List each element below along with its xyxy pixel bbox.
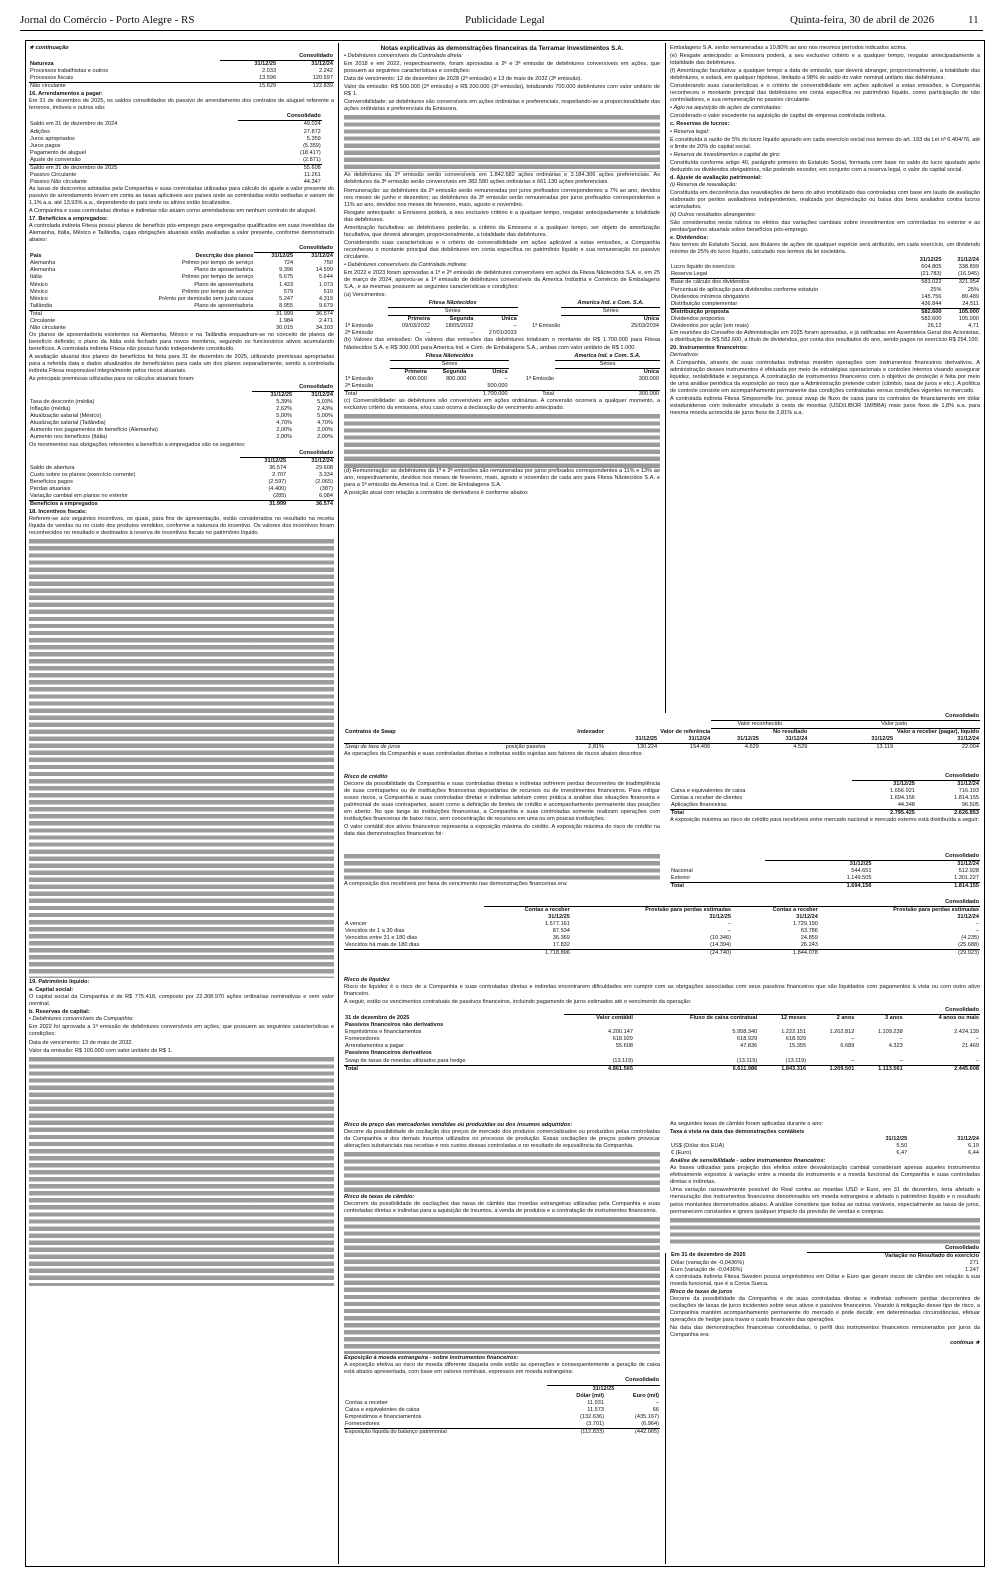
table-row: US$ (Dólar dos EUA) 5,50 6,19 bbox=[671, 1143, 979, 1150]
subsection-title: Risco de liquidez bbox=[344, 977, 390, 983]
liquidity-table: Consolidado 31 de dezembro de 2025 Valor contábil Fluxo de caixa contratual 12 meses 2 anos 3 anos 4 anos ou mais Passivos financeiros não derivativos Empréstimos e financiamentos 4.200.147 5.958.340 1.222.151 1.202.812 1.109.238 2.424.139 Fornecedores 618.929 618.929 618.929 – – – Arrendamentos a pagar 55.608 47.836 15.355 6.689 4.323 21.469 Passivos financeiros derivativos Swap de taxas de moedas utilizados para hedge (13.119) (13.119) (13.119) – – – Total 4.861.565 6.611.986 1.843.316 1.209.501 1.113.561 2.445.608 bbox=[345, 1007, 979, 1072]
subsection-title: d. Ajuste de avaliação patrimonial: bbox=[670, 174, 762, 181]
column-divider-2 bbox=[665, 43, 666, 713]
paragraph: Referem-se aos seguintes incentivos, os quais, para fins de apresentação, estão considerados no resultado na receita líquida de vendas ou no custo dos produtos vendidos, conforme a natureza do incentivo. Os valores dos incentivos foram reconhecidos no resultado e destinados à reserva de incentivos fiscais no patrimônio líquido. bbox=[29, 516, 334, 537]
paragraph: Data de vencimento: 12 de dezembro de 2028 (2ª emissão) e 13 de maio de 2032 (3ª emissão). bbox=[344, 76, 582, 83]
paragraph: As operações da Companhia e suas controladas diretas e indiretas estão sujeitas aos fatores de riscos abaixo descritos: bbox=[344, 751, 643, 758]
paragraph: Valor da emissão: R$ 100.000 com valor unitário de R$ 1. bbox=[29, 1047, 173, 1054]
subsection-title: Risco de crédito bbox=[344, 774, 388, 780]
receivables-table: Consolidado Contas a receber Provisão para perdas estimadas Contas a receber Provisão para perdas estimadas 31/12/25 31/12/25 31/12/24 31/12/24 A vencer 1.577.161 – 1.729.190 – Vencidos de 1 a 30 dias 87.534 – 63.786 – Vencidos entre 31 e 180 dias 36.369 (10.346) 24.859 (4.235) Vencidos há mais de 180 dias 17.832 (14.394) 26.243 (25.688) 1.718.896 (24.740) 1.844.078 (29.923) bbox=[345, 899, 979, 957]
paragraph: São considerados nesta rubrica os efeitos das variações cambiais sobre investimentos em controladas no exterior e as perdas/ganhos atuariais sobre benefícios pós-emprego. bbox=[670, 220, 980, 234]
table-row: Caixa e equivalentes de caixa 11.573 66 bbox=[345, 1406, 659, 1413]
section-17-title: 17. Benefícios a empregados: bbox=[29, 216, 108, 223]
vencimentos-table: Fitesa Nãotecidos America Ind. e Com. S.A. Séries Séries Primeira Segunda Única Única 1ª Emissão 09/03/2032 18/05/2032 – 1ª Emissão 25/03/2034 2ª Emissão – – 27/01/2033 bbox=[345, 300, 659, 337]
paragraph: As bases utilizadas para projeção dos efeitos sobre desvalorização cambial consideram apenas aqueles instrumentos efetivamente expostos à variação entre a moeda do instrumento e a moeda funcional da Companhia e suas controladas diretas e indiretas. bbox=[670, 1165, 980, 1186]
arrendamentos-table: Consolidado Saldo em 31 de dezembro de 2024 49.024 Adições 27.872 Juros apropriados 5.359 Juros pagos (5.359) Pagamento de aluguel (18.417) Ajuste de conversão (2.871) Saldo em 31 de dezembro de 2025 55.608 Passivo Circulante 11.261 Passivo Não circulante 44.347 bbox=[30, 113, 321, 185]
table-row: Lucro líquido do exercício 604.805 338.899 bbox=[671, 264, 979, 271]
table-row: Custo sobre os planos (exercício corrente) 2.707 3.334 bbox=[30, 471, 333, 478]
paragraph: (b) Valores das emissões: Os valores das emissões das debêntures totalizam o montante de R$ 1.700.000 para Fitesa Nãotecidos S.A. e R$ 300.000 para America Ind. e Com. de Embalagens S.A., ambas com valor unitário de R$ 1.000. bbox=[344, 337, 660, 351]
table-row: Aumento nos benefícios (Itália) 2,00% 2,00% bbox=[30, 434, 333, 441]
swap-section bbox=[344, 713, 980, 771]
paragraph: Embalagens S.A. serão remuneradas a 10,80% ao ano nos mesmos períodos indicados acima. bbox=[670, 45, 907, 51]
premissas-table: Consolidado 31/12/25 31/12/24 Taxa de desconto (média) 5,39% 5,03% Inflação (média) 2,62% 2,43% Atualização salarial (México) 5,00% 5,00% Atualização salarial (Tailândia) 4,70% 4,70% Aumento nos pagamentos de benefício (Alemanha) 2,00% 2,00% Aumento nos benefícios (Itália) 2,00% 2,00% bbox=[30, 384, 333, 441]
body-text-block bbox=[29, 1056, 334, 1286]
paragraph: Em 2018 e em 2022, respectivamente, foram aprovadas a 2ª e 3ª emissão de debêntures conversíveis em ações, que possuem as seguintes características e condições: bbox=[344, 61, 660, 75]
table-row: Exterior 1.149.505 1.301.227 bbox=[671, 875, 979, 882]
credit-region-section bbox=[344, 853, 980, 898]
table-row: Total 1.694.156 1.814.155 bbox=[671, 883, 979, 890]
credit-region-table: Consolidado 31/12/25 31/12/24 Nacional 544.651 512.928 Exterior 1.149.505 1.301.227 Total 1.694.156 1.814.155 bbox=[671, 853, 979, 890]
paragraph: Conversibilidade: as debêntures são conversíveis em ações ordinárias e preferenciais, respeitando-se a proporcionalidade das ações ordinárias e preferenciais da Emissora. bbox=[344, 99, 660, 113]
paragraph: (f) Amortização facultativa: a qualquer tempo a data de emissão, que deverá abranger, proporcionalmente, a totalidade das debêntures, e estará, em qualquer hipótese, limitado a 98% do saldo do valor nominal unitário das debêntures. bbox=[670, 68, 980, 82]
continues-marker: continua ★ bbox=[950, 1340, 980, 1347]
paragraph: Decorre da possibilidade da Companhia e de suas controladas diretas e indiretas sofrerem perdas decorrentes de oscilações de taxas de juros incidentes sobre seus ativos e passivos financeiros. Visando à mitigação desse tipo de risco, a Companhia mantém acompanhamento permanente do mercado e pode decidir, em determinadas circunstâncias, efetuar operações de hedge para travar o custo financeiro das operações. bbox=[670, 1295, 980, 1324]
paragraph: A Companhia e suas controladas diretas e indiretas não atuam como arrendadoras em nenhum contrato de aluguel. bbox=[29, 208, 317, 215]
column-1 bbox=[29, 45, 334, 1562]
credit-risk-section bbox=[344, 773, 980, 853]
paragraph: Valor da emissão: R$ 500.000 (2ª emissão) e R$ 200.000 (3ª emissão), totalizando 700.000 debêntures com valor unitário de R$ 1. bbox=[344, 84, 660, 98]
table-row: Dividendos propostos 582.600 105.000 bbox=[671, 315, 979, 322]
table-row: Adições 27.872 bbox=[30, 128, 321, 135]
table-row: Vencidos de 1 a 30 dias 87.534 – 63.786 – bbox=[345, 928, 979, 935]
paragraph: Os planos de aposentadoria existentes na Alemanha, México e na Tailândia enquadram-se no conceito de planos de benefício definido; o plano da Itália está fechado para novos membros, seguindo os funcionários ativos acumulando benefícios. A controlada indireta Fitesa não possui fundo independente constituído. bbox=[29, 331, 334, 352]
subsection-title: • Ágio na aquisição de ações de controladas: bbox=[670, 105, 782, 112]
issue-date: Quinta-feira, 30 de abril de 2026 bbox=[790, 14, 935, 26]
table-row: Vencidos entre 31 e 180 dias 36.369 (10.346) 24.859 (4.235) bbox=[345, 935, 979, 942]
subsection-title: Exposição à moeda estrangeira - sobre instrumentos financeiros: bbox=[344, 1355, 519, 1362]
body-text-block bbox=[344, 1216, 660, 1354]
table-row: Processos trabalhistas e outros 2.033 2.242 bbox=[30, 68, 333, 75]
table-row: Taxa de desconto (média) 5,39% 5,03% bbox=[30, 399, 333, 406]
paragraph: A exposição efetiva ao risco de moeda diferente daquela onde estão as operações e consequentemente a geração de caixa está abaixo apresentada, com base em valores nominais, expressos em moeda estrangeira: bbox=[344, 1362, 660, 1376]
paragraph: (d) Remuneração: as debêntures da 1ª e 2ª emissões são remuneradas por juros prefixados correspondentes a 11% e 13% ao ano, respectivamente, devidos nos meses de fevereiro, maio, agosto e novembro de cada ano para Fitesa Nãotecidos S.A. e para a 1ª emissão da America Ind. e Com. de Embalagens S.A. bbox=[344, 467, 660, 489]
column-3 bbox=[670, 45, 980, 710]
table-row: Passivo Não circulante 44.347 bbox=[30, 178, 321, 185]
paragraph: Constituída em decorrência das reavaliações de bens do ativo imobilizado das controladas com base em laudo de avaliação elaborado por peritos avaliadores independentes, realizada por depreciação ou baixa dos bens avaliados contra lucros acumulados. bbox=[670, 189, 980, 210]
table-row: Perdas atuariais (4.400) (387) bbox=[30, 485, 333, 492]
subsection-title: • Debêntures conversíveis da Companhia: bbox=[29, 1016, 134, 1023]
section-20-title: 20. Instrumentos financeiros: bbox=[670, 344, 749, 351]
paragraph: (c) Conversibilidade: as debêntures são conversíveis em ações ordinárias. A conversão ocorrerá a qualquer momento, a exclusivo critério da emissora, e/ou caso ocorra a declaração de vencimento antecipado. bbox=[344, 397, 660, 411]
valores-table: Fitesa Nãotecidos America Ind. e Com. S.A. Séries Séries Primeira Segunda Única Única 1ª Emissão 400.000 800.000 – 1ª Emissão 300.000 2ª Emissão 500.000 Total 1.700.000 Total 300.000 bbox=[345, 352, 659, 397]
section-19-title: 19. Patrimônio líquido: bbox=[29, 979, 90, 986]
subsection-title: Derivativos: bbox=[670, 351, 700, 358]
notes-title: Notas explicativas às demonstrações financeiras da Terramar Investimentos S.A. bbox=[380, 45, 624, 52]
paragraph: Considerado o valor excedente na aquisição de capital de empresa controlada indireta. bbox=[670, 113, 887, 120]
paragraph: A seguir, estão os vencimentos contratuais de passivos financeiros, incluindo pagamento de juros estimados até o vencimento da operação: bbox=[344, 999, 692, 1006]
table-row: Tailândia Plano de aposentadoria 8.955 9.679 bbox=[30, 302, 333, 309]
table-row: Dividendos mínimos obrigatório 145.756 80.489 bbox=[671, 293, 979, 300]
section-18-title: 18. Incentivos fiscais: bbox=[29, 508, 87, 515]
paragraph: A exposição máxima ao risco de crédito para recebíveis entre mercado nacional e mercado externo está distribuída a seguir: bbox=[670, 817, 980, 824]
paragraph: A controlada indireta Fitesa possui planos de benefício pós-emprego para empregados qualificados em suas investidas da Alemanha, Itália, México e Tailândia, cujas obrigações atuariais estão avaliadas a valor presente, conforme demonstrado abaixo: bbox=[29, 223, 334, 244]
section-16-title: 16. Arrendamentos a pagar: bbox=[29, 91, 103, 98]
paragraph: Na data das demonstrações financeiras consolidadas, o perfil dos instrumentos financeiros remunerados por juros da Companhia era: bbox=[670, 1325, 980, 1339]
paragraph: As principais premissas utilizadas para os cálculos atuariais foram: bbox=[29, 376, 195, 383]
table-row: Reserva Legal (21.783) (16.945) bbox=[671, 271, 979, 278]
dividendos-table: 31/12/25 31/12/24 Lucro líquido do exercício 604.805 338.899 Reserva Legal (21.783) (16.945) Base de cálculo dos dividendos 583.022 321.954 Percentual de aplicação para dividendos conforme estatuto 25% 25% Dividendos mínimos obrigatório 145.756 80.489 Distribuição complementar 436.844 24.511 Distribuição proposta 582.600 105.000 Dividendos propostos 582.600 105.000 Dividendos por ação (em reais) 26,12 4,71 bbox=[671, 257, 979, 329]
table-row: Total 31.999 36.574 bbox=[30, 310, 333, 317]
table-row: Empréstimos e financiamentos 4.200.147 5.958.340 1.222.151 1.202.812 1.109.238 2.424.139 bbox=[345, 1029, 979, 1036]
paragraph: Os movimentos nas obrigações referentes a benefício a empregados são os seguintes: bbox=[29, 441, 246, 448]
paragraph: Decorre da possibilidade de oscilação dos preços de mercado dos produtos comercializados ou produzidos pelas controladas da Companhia e dos demais insumos utilizados no processo de produção. Essas oscilações de preços podem provocar alterações substanciais nas receitas e nos custos dessas controladas e no resultado de equivalência da Companhia. bbox=[344, 1129, 660, 1150]
table-row: Alemanha Plano de aposentadoria 9.396 14.599 bbox=[30, 267, 333, 274]
subsection-title: Risco de taxas de juros bbox=[670, 1288, 733, 1295]
natureza-table: Consolidado Natureza 31/12/25 31/12/24 Processos trabalhistas e outros 2.033 2.242 Processos fiscais 13.596 120.597 Não circulante 15.629 122.839 bbox=[30, 53, 333, 90]
sensitivity-table: Consolidado Em 31 de dezembro de 2025 Variação no Resultado do exercício Dólar (variação de -0,0436%) 271 Euro (variação de -0,0436%) 1.247 bbox=[671, 1244, 979, 1273]
table-row: Benefícios a empregados 31.999 36.574 bbox=[30, 500, 333, 507]
paragraph: A Companhia, através de suas controladas indiretas mantêm operações com instrumentos financeiros derivativos. A administração desses instrumentos é efetuada por meio de estratégias operacionais e controles internos visando assegurar liquidez, rentabilidade e segurança. A contratação de instrumentos financeiros com o objetivo de proteção é feita por meio de uma análise periódica da exposição ao risco que a Administração pretende cobrir (câmbio, taxa de juros e etc.). A política de controle consiste em acompanhamento permanente das condições contratadas versus condições vigentes no mercado. bbox=[670, 359, 980, 395]
table-row: Processos fiscais 13.596 120.597 bbox=[30, 75, 333, 82]
table-row: México Prêmio por demissão sem justa causa 5.247 4.319 bbox=[30, 295, 333, 302]
table-row: Total 4.861.565 6.611.986 1.843.316 1.209.501 1.113.561 2.445.608 bbox=[345, 1065, 979, 1072]
column-divider-1 bbox=[338, 43, 339, 1564]
paragraph: Risco de liquidez é o risco de a Companhia e suas controladas diretas e indiretas encontrarem dificuldades em cumprir com as obrigações associadas com seus passivos financeiros que são liquidados com pagamentos à vista ou com outro ativo financeiro. bbox=[344, 984, 980, 998]
subsection-title: Taxa à vista na data das demonstrações contábeis bbox=[670, 1129, 805, 1136]
table-row: México Prêmio por tempo de serviço 579 510 bbox=[30, 288, 333, 295]
table-row: Swap de taxas de moedas utilizados para hedge (13.119) (13.119) (13.119) – – – bbox=[345, 1057, 979, 1064]
paragraph: Em reuniões do Conselho de Administração em 2025 foram aprovadas, e já ratificadas em Assembleia Geral dos Acionistas, a distribuição de R$ 582.600, a título de dividendos, por conta dos resultados do ano, sendo pagos no exercício R$ 254.100. bbox=[670, 329, 980, 343]
table-row: Não circulante 15.629 122.839 bbox=[30, 83, 333, 90]
paragraph: Uma variação razoavelmente possível do Real contra as moedas USD e Euro, em 31 de dezembro, teria afetado a mensuração dos instrumentos financeiros denominados em moeda estrangeira e afetado o patrimônio líquido e o resultado pelos montantes demonstrados abaixo. A análise considera que todas as outras variáveis, especialmente as taxas de juros, permanecem constantes e ignora qualquer impacto da previsão de vendas e compras. bbox=[670, 1187, 980, 1215]
paragraph: (a) Vencimentos: bbox=[344, 292, 386, 299]
paragraph: Decorre da possibilidade da Companhia e suas controladas diretas e indiretas sofrerem perdas decorrentes de inadimplência de suas contrapartes ou de instituições financeiras depositárias de recursos ou de investimentos financeiros. Para mitigar esses riscos, a Companhia e suas controladas diretas e indiretas adotam como prática a análise das situações financeira e patrimonial de suas contrapartes, assim como a definição de limites de crédito e acompanhamento permanente das posições em aberto. No que tange às instituições financeiras, a Companhia e suas controladas somente realizam operações com instituições financeiras de baixo risco, sem concentração de recursos em uma ou em poucas instituições. bbox=[344, 781, 660, 823]
table-row: Caixa e equivalentes de caixa 1.656.921 716.193 bbox=[671, 788, 979, 795]
paragraph: O capital social da Companhia é de R$ 775.418, composto por 22.308.970 ações ordinárias nominativas e sem valor nominal. bbox=[29, 994, 334, 1008]
table-row: Exposição líquida do balanço patrimonial (112.833) (442.065) bbox=[345, 1428, 659, 1435]
table-row: Percentual de aplicação para dividendos conforme estatuto 25% 25% bbox=[671, 286, 979, 293]
table-row: Empréstimos e financiamentos (132.636) (435.167) bbox=[345, 1413, 659, 1420]
table-row: Variação cambial em planos no exterior (285) 6.084 bbox=[30, 492, 333, 499]
table-row: 1ª Emissão 09/03/2032 18/05/2032 – 1ª Emissão 25/03/2034 bbox=[345, 323, 659, 330]
table-row: Base de cálculo dos dividendos 583.022 321.954 bbox=[671, 279, 979, 286]
table-row: Pagamento de aluguel (18.417) bbox=[30, 149, 321, 156]
subsection-title: (ii) Outros resultados abrangentes: bbox=[670, 212, 757, 219]
table-row: 1.718.896 (24.740) 1.844.078 (29.923) bbox=[344, 950, 980, 958]
paragraph: É constituída à razão de 5% do lucro líquido apurado em cada exercício social nos termos do art. 193 da Lei nº 6.404/76, até o limite de 20% do capital social. bbox=[670, 136, 980, 150]
continuation-marker: ★ continuação bbox=[29, 45, 69, 51]
paragraph: O valor contábil dos ativos financeiros representa a exposição máxima do crédito. A exposição máxima do risco de crédito na data das demonstrações financeiras foi: bbox=[344, 824, 660, 838]
table-row: Inflação (média) 2,62% 2,43% bbox=[30, 406, 333, 413]
table-row: Fornecedores 618.929 618.929 618.929 – – – bbox=[345, 1036, 979, 1043]
table-row: Atualização salarial (México) 5,00% 5,00% bbox=[30, 413, 333, 420]
body-text-block bbox=[344, 114, 660, 172]
table-row: Não circulante 30.015 34.103 bbox=[30, 324, 333, 331]
paragraph: As debêntures da 2ª emissão serão conversíveis em 1.842.682 ações ordinárias e 3.184.306 ações preferenciais. As debêntures da 3ª emissão serão conversíveis em 382.580 ações ordinárias e 661.130 ações preferenciais. bbox=[344, 172, 660, 186]
fx-exposure-table: Consolidado 31/12/25 Dólar (mil) Euro (mil) Contas a receber 11.931 – Caixa e equivalentes de caixa 11.573 66 Empréstimos e financiamentos (132.636) (435.167) Fornecedores (3.701) (6.964) Exposição líquida do balanço patrimonial (112.833) (442.065) bbox=[345, 1377, 659, 1435]
table-row: Atualização salarial (Tailândia) 4,70% 4,70% bbox=[30, 420, 333, 427]
table-row: Ajuste de conversão (2.871) bbox=[30, 156, 321, 163]
subsection-title: Análise de sensibilidade - sobre instrumentos financeiros: bbox=[670, 1158, 826, 1165]
table-row: Dólar (variação de -0,0436%) 271 bbox=[671, 1259, 979, 1266]
subsection-title: a. Capital social: bbox=[29, 987, 74, 994]
publication-frame bbox=[25, 40, 985, 1567]
subsection-title: b. Reservas de capital: bbox=[29, 1009, 90, 1016]
body-text-block bbox=[29, 538, 334, 978]
body-text-block bbox=[344, 1151, 660, 1193]
table-row: Distribuição proposta 582.600 105.000 bbox=[671, 308, 979, 315]
body-text-block bbox=[344, 853, 660, 881]
column-2 bbox=[344, 45, 660, 710]
table-row: Nacional 544.651 512.928 bbox=[671, 868, 979, 875]
paragraph: Amortização facultativa: as debêntures poderão, a critério da Emissora e a qualquer tempo, ser objeto de amortização facultativa, que deverá abranger, proporcionalmente, a totalidade das debêntures. bbox=[344, 224, 660, 238]
body-text-block bbox=[344, 413, 660, 468]
table-row: Distribuição complementar 436.844 24.511 bbox=[671, 300, 979, 307]
table-row: Passivo Circulante 11.261 bbox=[30, 171, 321, 178]
paragraph: Decorrem da possibilidade de oscilações das taxas de câmbio das moedas estrangeiras utilizadas pela Companhia e suas controladas diretas e indiretas para a aquisição de insumos, a venda de produtos e a contratação de instrumentos financeiros. bbox=[344, 1201, 660, 1215]
subsection-title: • Debêntures conversíveis da Controlada direta: bbox=[344, 53, 463, 60]
body-text-block bbox=[670, 1217, 980, 1245]
movimentos-table: Consolidado 31/12/25 31/12/24 Saldo de abertura 36.574 29.608 Custo sobre os planos (exercício corrente) 2.707 3.334 Benefícios pagos (2.597) (2.065) Perdas atuariais (4.400) (387) Variação cambial em planos no exterior (285) 6.084 Benefícios a empregados 31.999 36.574 bbox=[30, 449, 333, 507]
table-row: Alemanha Prêmio por tempo de serviço 724 750 bbox=[30, 260, 333, 267]
paragraph: As taxas de descontos adotadas pela Companhia e suas controladas utilizadas para cálculo do ajuste a valor presente do passivo de arrendamento levam em conta as taxas aplicáveis aos países onde as controladas estão sediadas e variam de 1,1% a.a. até 13,93% a.a., dependendo do país onde os ativos estão localizados. bbox=[29, 185, 334, 206]
page-number: 11 bbox=[968, 14, 979, 26]
paragraph: Data de vencimento: 13 de maio de 2032. bbox=[29, 1039, 133, 1046]
table-row: A vencer 1.577.161 – 1.729.190 – bbox=[345, 921, 979, 928]
table-row: Contas a receber 11.931 – bbox=[345, 1399, 659, 1406]
table-row: Juros pagos (5.359) bbox=[30, 142, 321, 149]
page-header bbox=[20, 0, 983, 31]
subsection-title: • Reserva legal: bbox=[670, 128, 710, 135]
subsection-title: • Reserva de investimentos e capital de giro: bbox=[670, 151, 781, 158]
liquidity-section bbox=[344, 976, 980, 1076]
table-row: Total 1.700.000 Total 300.000 bbox=[345, 390, 659, 397]
table-row: Euro (variação de -0,0436%) 1.247 bbox=[671, 1266, 979, 1273]
paragraph: Nos termos do Estatuto Social, aos titulares de ações de qualquer espécie será atribuído, em cada exercício, um dividendo mínimo de 25% do lucro líquido, calculado nos termos da lei societária. bbox=[670, 242, 980, 256]
paragraph: A composição dos recebíveis por faixa de vencimento nas demonstrações financeiras era: bbox=[344, 881, 568, 887]
paragraph: Em 2022 foi aprovada a 1ª emissão de debêntures conversíveis em ações, que possuem as seguintes características e condições: bbox=[29, 1024, 334, 1038]
table-row: Itália Prêmio por tempo de serviço 5.675 5.644 bbox=[30, 274, 333, 281]
table-row: Aumento nos pagamentos de benefício (Alemanha) 2,00% 2,00% bbox=[30, 427, 333, 434]
subsection-title: e. Dividendos: bbox=[670, 235, 709, 242]
subsection-title: c. Reservas de lucros: bbox=[670, 121, 730, 128]
table-row: Saldo de abertura 36.574 29.608 bbox=[30, 464, 333, 471]
table-row: Saldo em 31 de dezembro de 2025 55.608 bbox=[30, 164, 321, 171]
table-row: Vencidos há mais de 180 dias 17.832 (14.394) 26.243 (25.688) bbox=[345, 942, 979, 949]
table-row: Saldo em 31 de dezembro de 2024 49.024 bbox=[30, 121, 321, 128]
table-row: 2ª Emissão – – 27/01/2033 bbox=[345, 330, 517, 337]
paragraph: Em 2022 e 2023 foram aprovadas a 1ª e 2ª emissão de debêntures conversíveis em ações da Fitesa Nãotecidos S.A. e, em 25 de março de 2024, aprovou-se a 1ª emissão de debêntures conversíveis da America Indústria e Comércio de Embalagens S.A., e as mesmas possuem as seguintes características e condições: bbox=[344, 270, 660, 291]
paragraph: Em 31 de dezembro de 2025, os saldos consolidados do passivo de arrendamento dos contratos de aluguel referente a terrenos, imóveis e outros são: bbox=[29, 98, 334, 112]
paragraph: A posição atual com relação a contratos de derivativos é conforme abaixo: bbox=[344, 490, 529, 497]
table-row: 2ª Emissão 500.000 bbox=[345, 382, 508, 389]
paragraph: As seguintes taxas de câmbio foram aplicadas durante o ano: bbox=[670, 1121, 823, 1127]
paragraph: (e) Resgate antecipado: a Emissora poderá, a seu exclusivo critério e a qualquer tempo, resgatar antecipadamente a totalidade das debêntures. bbox=[670, 53, 980, 67]
table-row: € (Euro) 6,47 6,44 bbox=[671, 1150, 979, 1157]
table-row: Arrendamentos a pagar 55.608 47.836 15.355 6.689 4.323 21.469 bbox=[345, 1043, 979, 1050]
table-row: Swap de taxa de juros posição passiva 2,81% 130.224 154.406 4.629 4.529 13.119 22.004 bbox=[345, 744, 979, 751]
paragraph: Remuneração: as debêntures da 2ª emissão serão remuneradas por juros prefixados correspondentes a 7% ao ano, devidos nos meses de junho e dezembro; as debêntures da 3ª emissão serão remuneradas por juros prefixados correspondentes a 11% ao ano, devidos nos meses de fevereiro, maio, agosto e novembro. bbox=[344, 187, 660, 208]
subsection-title: (i) Reserva de reavaliação: bbox=[670, 181, 737, 188]
column-divider-3 bbox=[665, 1253, 666, 1564]
column-3-lower bbox=[670, 1121, 980, 1562]
table-row: Benefícios pagos (2.597) (2.065) bbox=[30, 478, 333, 485]
credit-exposure-table: Consolidado 31/12/25 31/12/24 Caixa e equivalentes de caixa 1.656.921 716.193 Contas a receber de clientes 1.694.156 1.814.155 Aplicações financeiras 44.348 96.505 Total 2.795.425 2.626.853 bbox=[671, 773, 979, 817]
table-row: Dividendos por ação (em reais) 26,12 4,71 bbox=[671, 322, 979, 329]
paragraph: Considerando suas características e o critério de conversibilidade em ações aplicável a estas emissões, a Companhia reconheceu o montante principal das debêntures em conta específica no patrimônio líquido e sua remuneração no passivo circulante. bbox=[344, 239, 660, 260]
swap-table: Consolidado Valor reconhecido Valor justo Contratos de Swap Indexador Valor de referência No resultado Valor a receber (pagar), líquido 31/12/25 31/12/24 31/12/25 31/12/24 31/12/25 31/12/24 Swap de taxa de juros posição passiva 2,81% 130.224 154.406 4.629 4.529 13.119 22.004 bbox=[345, 713, 979, 751]
paragraph: Constituída conforme artigo 40, parágrafo primeiro do Estatuto Social, formada com base no saldo do lucro ajustado após deduzido os dividendos obrigatórios, não podendo exceder, em conjunto com a reserva legal, o valor do capital social. bbox=[670, 159, 980, 173]
subsection-title: Risco de taxas de câmbio: bbox=[344, 1194, 415, 1201]
table-row: Juros apropriados 5.359 bbox=[30, 135, 321, 142]
section-name: Publicidade Legal bbox=[465, 14, 545, 26]
fx-rate-table: 31/12/25 31/12/24 US$ (Dólar dos EUA) 5,50 6,19 € (Euro) 6,47 6,44 bbox=[671, 1136, 979, 1157]
planos-table: Consolidado País Descrição dos planos 31/12/25 31/12/24 Alemanha Prêmio por tempo de serviço 724 750 Alemanha Plano de aposentadoria 9.396 14.599 Itália Prêmio por tempo de serviço 5.675 5.644 México Plano de aposentadoria 1.423 1.073 México Prêmio por tempo de serviço 579 510 México Prêmio por demissão sem justa causa 5.247 4.319 Tailândia Plano de aposentadoria 8.955 9.679 Total 31.999 36.574 Circulante 1.984 2.471 Não circulante 30.015 34.103 bbox=[30, 245, 333, 331]
table-row: Total 2.795.425 2.626.853 bbox=[671, 810, 979, 817]
subsection-title: Risco de preço das mercadorias vendidas ou produzidas ou dos insumos adquiridos: bbox=[344, 1122, 573, 1128]
table-row: 1ª Emissão 400.000 800.000 – 1ª Emissão 300.000 bbox=[345, 375, 659, 382]
paragraph: Considerando suas características e o critério de conversibilidade em ações aplicável a estas emissões, a Companhia reconheceu o montante principal das debêntures em conta específica no patrimônio líquido, como participação de não controladores, e sua remuneração no passivo circulante. bbox=[670, 83, 980, 104]
paragraph: A controlada indireta Fitesa Sweden possui empréstimos em Dólar e Euro que geram riscos de câmbio em relação à sua moeda funcional, que é a Coroa Sueca. bbox=[670, 1273, 980, 1287]
paragraph: A avaliação atuarial dos planos de benefícios foi feita para 31 de dezembro de 2025, utilizando premissas apropriadas para a referida data e dados atualizados de beneficiários para cada um dos planos separadamente, sendo a controlada indireta Fitesa responsável integralmente pelos riscos atuariais. bbox=[29, 353, 334, 375]
subsection-title: • Debêntures conversíveis da Controlada indireta: bbox=[344, 261, 468, 268]
table-row: Circulante 1.984 2.471 bbox=[30, 317, 333, 324]
table-row: Fornecedores (3.701) (6.964) bbox=[345, 1420, 659, 1427]
table-row: México Plano de aposentadoria 1.423 1.073 bbox=[30, 281, 333, 288]
column-2-lower bbox=[344, 1121, 660, 1562]
paragraph: Resgate antecipado: a Emissora poderá, a seu exclusivo critério e a qualquer tempo, resgatar antecipadamente a totalidade das debêntures. bbox=[344, 209, 660, 223]
paragraph: A controlada indireta Fitesa Simpsonville Inc. possui swap de fluxo de caixa para os contratos de financiamento em dólar estadunidense com indexador vinculado à cesta de moedas (USD/LIBOR 1M/BBA) mais juros fixos de 1,8% a.a. para mesma moeda acrescida de juros fixos de 2,81% a.a. bbox=[670, 396, 980, 417]
newspaper-name: Jornal do Comércio - Porto Alegre - RS bbox=[20, 14, 195, 26]
table-row: Contas a receber de clientes 1.694.156 1.814.155 bbox=[671, 795, 979, 802]
receivables-section bbox=[344, 899, 980, 974]
table-row: Aplicações financeiras 44.348 96.505 bbox=[671, 802, 979, 809]
